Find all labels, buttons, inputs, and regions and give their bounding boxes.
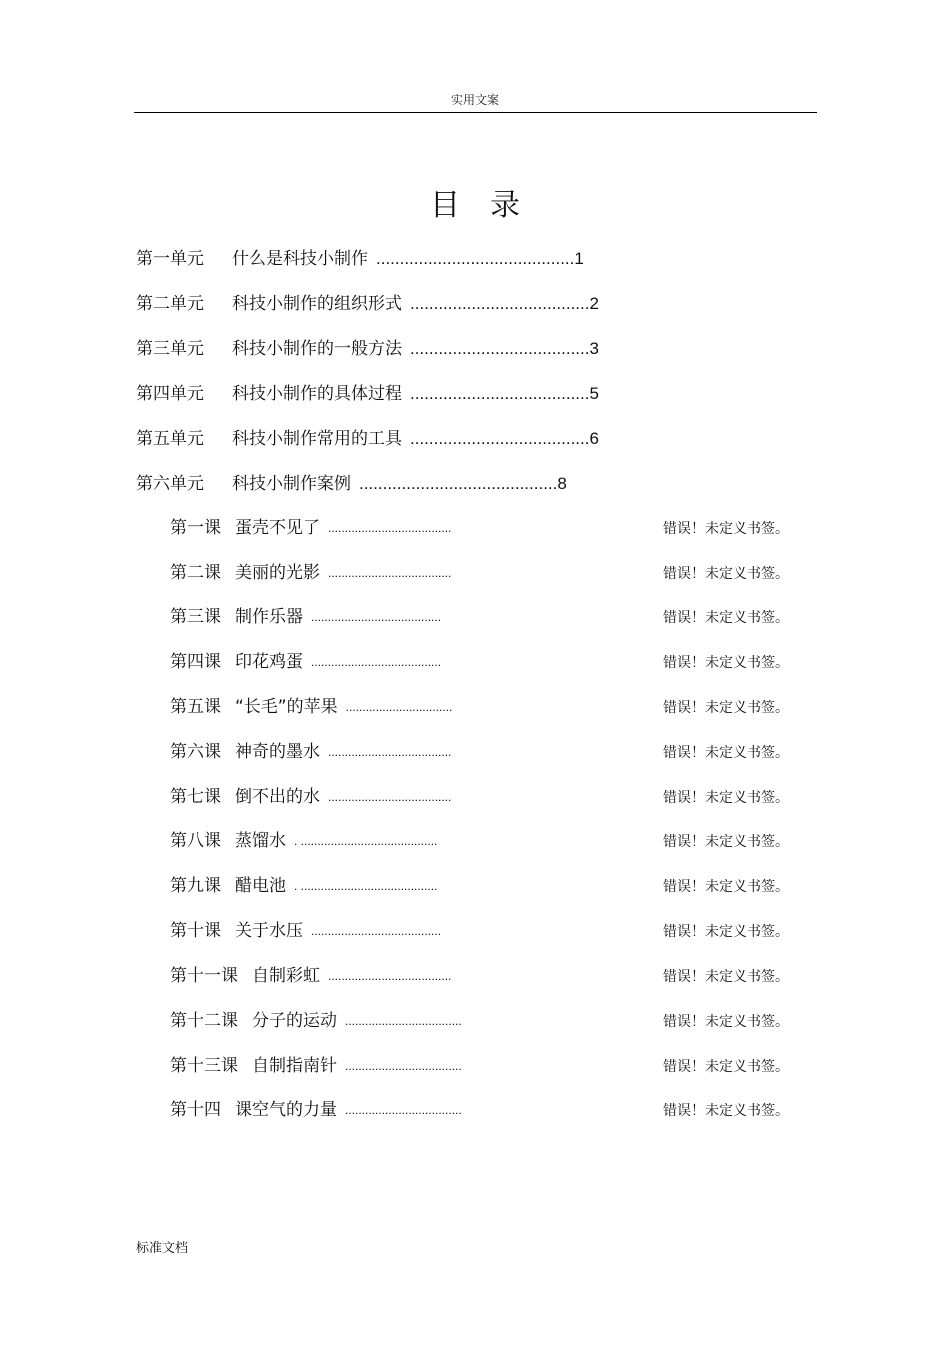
toc-lesson-row[interactable] [170, 875, 810, 897]
unit-number: 第一单元 [136, 249, 204, 269]
leader-dots: ..................................... [328, 745, 452, 759]
toc-unit-row[interactable] [136, 473, 567, 495]
unit-title: 科技小制作的一般方法 [232, 339, 402, 359]
toc-lesson-row[interactable] [170, 920, 810, 942]
lesson-number: 第五课 [170, 697, 221, 717]
toc-lesson-row[interactable] [170, 1010, 810, 1032]
leader-dots: ....................................... [311, 924, 442, 938]
toc-lesson-row[interactable] [170, 786, 810, 808]
leader-dots: ..................................... [328, 521, 452, 535]
leader-dots: ..................................... [328, 969, 452, 983]
unit-number: 第三单元 [136, 339, 204, 359]
lesson-title: 醋电池 [235, 876, 286, 896]
unit-number: 第五单元 [136, 429, 204, 449]
toc-unit-row[interactable] [136, 338, 599, 360]
lesson-number: 第二课 [170, 563, 221, 583]
unit-title: 什么是科技小制作 [232, 249, 368, 269]
lesson-title: 制作乐器 [235, 607, 303, 627]
bookmark-error-text: 错误！未定义书签。 [663, 566, 789, 582]
lesson-title: 印花鸡蛋 [235, 652, 303, 672]
lesson-title: 倒不出的水 [235, 787, 320, 807]
lesson-number: 第十二课 [170, 1011, 238, 1031]
bookmark-error-text: 错误！未定义书签。 [663, 700, 789, 716]
bookmark-error-text: 错误！未定义书签。 [663, 1014, 789, 1030]
leader-dots: ..................................... [328, 566, 452, 580]
unit-page-number: 3 [589, 339, 599, 358]
lesson-title: 课空气的力量 [235, 1100, 337, 1120]
toc-unit-row[interactable] [136, 248, 584, 270]
lesson-title: 自制彩虹 [252, 966, 320, 986]
leader-dots: ................................... [345, 1103, 462, 1117]
page-header-text: 实用文案 [450, 93, 499, 107]
toc-lesson-row[interactable] [170, 606, 810, 628]
toc-unit-row[interactable] [136, 293, 599, 315]
lesson-number: 第九课 [170, 876, 221, 896]
bookmark-error-text: 错误！未定义书签。 [663, 790, 789, 806]
unit-title: 科技小制作的组织形式 [232, 294, 402, 314]
page-footer-text: 标准文档 [136, 1241, 189, 1256]
toc-unit-row[interactable] [136, 428, 599, 450]
leader-dots: ...................................... [410, 384, 590, 403]
bookmark-error-text: 错误！未定义书签。 [663, 1103, 789, 1119]
unit-number: 第二单元 [136, 294, 204, 314]
unit-page-number: 8 [557, 474, 567, 493]
bookmark-error-text: 错误！未定义书签。 [663, 969, 789, 985]
leader-dots: ..................................... [328, 790, 452, 804]
bookmark-error-text: 错误！未定义书签。 [663, 879, 789, 895]
header-divider [134, 112, 817, 113]
lesson-title: 关于水压 [235, 921, 303, 941]
bookmark-error-text: 错误！未定义书签。 [663, 521, 789, 537]
unit-number: 第四单元 [136, 384, 204, 404]
leader-dots: .......................................... [359, 474, 558, 493]
unit-title: 科技小制作案例 [232, 474, 351, 494]
unit-title: 科技小制作的具体过程 [232, 384, 402, 404]
leader-dots: ................................... [345, 1059, 462, 1073]
bookmark-error-text: 错误！未定义书签。 [663, 745, 789, 761]
bookmark-error-text: 错误！未定义书签。 [663, 610, 789, 626]
bookmark-error-text: 错误！未定义书签。 [663, 834, 789, 850]
toc-lesson-row[interactable] [170, 517, 810, 539]
lesson-number: 第三课 [170, 607, 221, 627]
lesson-title: 自制指南针 [252, 1056, 337, 1076]
toc-title: 目录 [430, 188, 550, 223]
bookmark-error-text: 错误！未定义书签。 [663, 1059, 789, 1075]
leader-dots: ...................................... [410, 339, 590, 358]
lesson-title: “长毛”的苹果 [235, 697, 338, 717]
toc-lesson-row[interactable] [170, 741, 810, 763]
leader-dots: ................................ [345, 700, 453, 714]
lesson-number: 第十一课 [170, 966, 238, 986]
leader-dots: ................................... [345, 1014, 462, 1028]
unit-number: 第六单元 [136, 474, 204, 494]
lesson-title: 蒸馏水 [235, 831, 286, 851]
unit-page-number: 5 [589, 384, 599, 403]
unit-page-number: 1 [574, 249, 584, 268]
unit-page-number: 2 [589, 294, 599, 313]
lesson-title: 神奇的墨水 [235, 742, 320, 762]
lesson-number: 第八课 [170, 831, 221, 851]
lesson-number: 第六课 [170, 742, 221, 762]
toc-lesson-row[interactable] [170, 965, 810, 987]
unit-title: 科技小制作常用的工具 [232, 429, 402, 449]
toc-lesson-row[interactable] [170, 1099, 810, 1121]
toc-lesson-row[interactable] [170, 696, 810, 718]
leader-dots: .......................................... [376, 249, 575, 268]
leader-dots: . ......................................... [294, 834, 438, 848]
lesson-title: 分子的运动 [252, 1011, 337, 1031]
toc-lesson-row[interactable] [170, 651, 810, 673]
leader-dots: ....................................... [311, 610, 442, 624]
unit-page-number: 6 [589, 429, 599, 448]
leader-dots: ...................................... [410, 429, 590, 448]
toc-lesson-row[interactable] [170, 562, 810, 584]
bookmark-error-text: 错误！未定义书签。 [663, 924, 789, 940]
lesson-number: 第七课 [170, 787, 221, 807]
leader-dots: ....................................... [311, 655, 442, 669]
lesson-number: 第一课 [170, 518, 221, 538]
leader-dots: . ......................................... [294, 879, 438, 893]
toc-lesson-row[interactable] [170, 1055, 810, 1077]
leader-dots: ...................................... [410, 294, 590, 313]
bookmark-error-text: 错误！未定义书签。 [663, 655, 789, 671]
toc-unit-row[interactable] [136, 383, 599, 405]
lesson-title: 美丽的光影 [235, 563, 320, 583]
lesson-number: 第十三课 [170, 1056, 238, 1076]
lesson-number: 第十课 [170, 921, 221, 941]
lesson-number: 第四课 [170, 652, 221, 672]
lesson-title: 蛋壳不见了 [235, 518, 320, 538]
toc-lesson-row[interactable] [170, 830, 810, 852]
lesson-number: 第十四 [170, 1100, 221, 1120]
